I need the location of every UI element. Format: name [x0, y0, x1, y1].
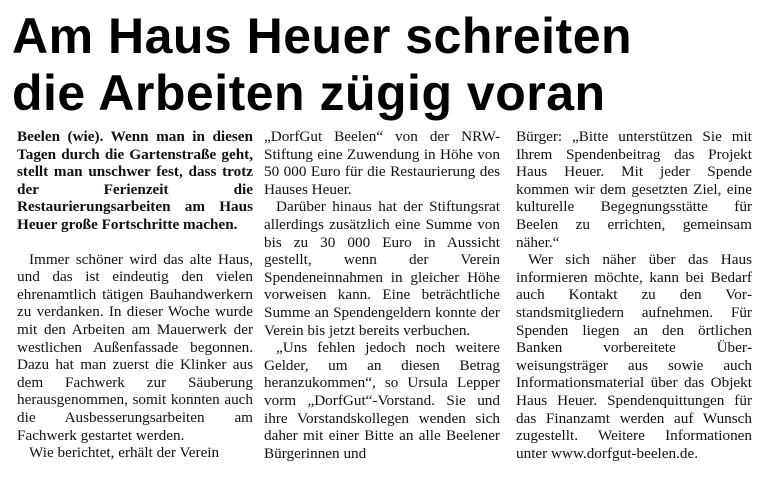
article-column-3	[516, 128, 752, 462]
headline-line-1: Am Haus Heuer schreiten	[12, 8, 633, 64]
headline	[12, 8, 757, 122]
lead-paragraph: Beelen (wie). Wenn man in diesen Tagen durch die Gartenstraße geht, stellt man unschwer fest, dass trotz der Ferienzeit die Restaurierungsarbeiten am Haus Heuer große Fortschritte machen.	[17, 128, 253, 233]
body-paragraph: Wer sich näher über das Haus informieren möchte, kann bei Bedarf auch Kontakt zu den Vorstandsmitgliedern aufnehmen. Für Spenden liegen an den örtlichen Banken vorbereitete Überweisungsträger aus sowie auch Informationsmaterial über das Objekt Haus Heuer. Spendenquittungen für das Finanzamt werden auf Wunsch zugestellt. Weitere Informationen unter www.dorfgut-beelen.de.	[516, 251, 752, 462]
article-column-1	[17, 128, 253, 462]
body-paragraph: Wie berichtet, erhält der Verein	[29, 444, 220, 462]
body-paragraph: Immer schöner wird das alte Haus, und das ist eindeutig den vielen ehrenamtlich tätigen Bauhandwerkern zu verdanken. In dieser Woche wurde mit den Arbeiten am Mauerwerk der westlichen Außenfassade begonnen. Dazu hat man zuerst die Klinker aus dem Fachwerk zur Säuberung herausgenommen, somit konnten auch die Ausbesserungsarbeiten am Fachwerk gestartet werden.	[17, 250, 253, 444]
article-column-2	[264, 128, 500, 462]
body-paragraph: „DorfGut Beelen“ von der NRW-Stiftung eine Zuwendung in Höhe von 50 000 Euro für die Restaurierung des Hauses Heuer.	[264, 128, 500, 198]
body-paragraph: Darüber hinaus hat der Stiftungsrat allerdings zusätzlich eine Summe von bis zu 30 000 Euro in Aussicht gestellt, wenn der Verein Spendeneinnahmen in gleicher Höhe vorweisen kann. Eine beträchtliche Summe an Spendengeldern konnte der Verein bis jetzt bereits verbuchen.	[264, 198, 500, 339]
headline-line-2: die Arbeiten zügig voran	[12, 65, 606, 121]
body-paragraph: Bürger: „Bitte unterstützen Sie mit Ihrem Spendenbeitrag das Projekt Haus Heuer. Mit jeder Spende kommen wir dem gesetzten Ziel, eine kulturelle Begegnungsstätte für Beelen zu errichten, gemeinsam näher.“	[516, 128, 752, 251]
body-paragraph: „Uns fehlen jedoch noch weitere Gelder, um an diesen Betrag heranzukommen“, so Ursula Lepper vorm „DorfGut“-Vorstand. Sie und ihre Vorstandskollegen wenden sich daher mit einer Bitte an alle Beelener Bürgerinnen und	[264, 339, 500, 462]
